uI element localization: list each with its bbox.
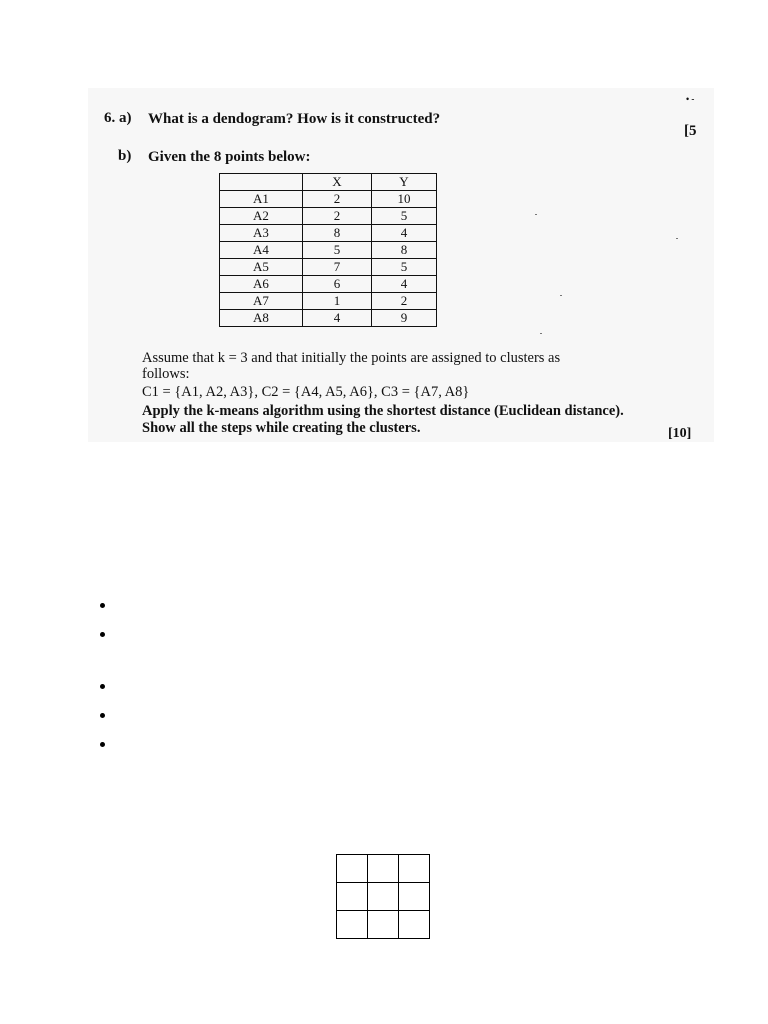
assumption-line-2: follows: [142,366,190,382]
point-label-cell: A2 [220,208,303,225]
scan-speck [560,295,562,296]
assumption-line-1: Assume that k = 3 and that initially the points are assigned to clusters as [142,350,561,366]
y-value-cell: 8 [372,242,437,259]
table-row [220,310,437,327]
y-value-cell: 5 [372,259,437,276]
question-6b-text: Given the 8 points below: [148,149,311,165]
point-label-cell: A4 [220,242,303,259]
table-row [220,276,437,293]
x-value-cell: 1 [303,293,372,310]
x-value-cell: 7 [303,259,372,276]
grid-cell [399,855,430,883]
grid-cell [368,855,399,883]
x-value-cell: 5 [303,242,372,259]
table-row [220,293,437,310]
empty-bullet [100,684,105,689]
corner-mark: • - [686,94,695,104]
empty-bullet [100,713,105,718]
question-6a-text: What is a dendogram? How is it constructed? [148,111,441,127]
y-value-cell: 4 [372,276,437,293]
table-header-row [220,174,437,191]
scan-speck [540,333,542,334]
y-value-cell: 5 [372,208,437,225]
y-value-cell: 2 [372,293,437,310]
grid-cell [337,911,368,939]
point-label-cell: A5 [220,259,303,276]
table-header-cell [220,174,303,191]
x-value-cell: 4 [303,310,372,327]
y-value-cell: 9 [372,310,437,327]
grid-cell [368,911,399,939]
point-label-cell: A6 [220,276,303,293]
points-table [219,173,437,327]
table-header-cell: X [303,174,372,191]
x-value-cell: 2 [303,191,372,208]
empty-bullet [100,742,105,747]
empty-bullet [100,603,105,608]
x-value-cell: 8 [303,225,372,242]
question-6b-label: b) [118,148,132,164]
grid-cell [337,883,368,911]
empty-bullet [100,632,105,637]
grid-cell [337,855,368,883]
table-row [220,259,437,276]
grid-cell [399,883,430,911]
question-6a-marks: [5 [684,123,697,139]
scan-speck [676,238,678,239]
y-value-cell: 4 [372,225,437,242]
point-label-cell: A1 [220,191,303,208]
question-6b-marks: [10] [668,426,692,441]
point-label-cell: A3 [220,225,303,242]
grid-row [337,911,430,939]
instruction-show-steps: Show all the steps while creating the clusters. [142,420,421,436]
instruction-apply-kmeans: Apply the k-means algorithm using the shortest distance (Euclidean distance). [142,403,624,419]
question-6a-number: 6. a) [104,110,132,126]
table-row [220,242,437,259]
point-label-cell: A7 [220,293,303,310]
point-label-cell: A8 [220,310,303,327]
grid-row [337,855,430,883]
scan-speck [535,214,537,215]
grid-cell [399,911,430,939]
grid-row [337,883,430,911]
x-value-cell: 2 [303,208,372,225]
x-value-cell: 6 [303,276,372,293]
table-header-cell: Y [372,174,437,191]
empty-grid [336,854,430,939]
y-value-cell: 10 [372,191,437,208]
initial-clusters-line: C1 = {A1, A2, A3}, C2 = {A4, A5, A6}, C3 = {A7, A8} [142,384,470,400]
table-row [220,208,437,225]
table-row [220,191,437,208]
table-row [220,225,437,242]
grid-cell [368,883,399,911]
